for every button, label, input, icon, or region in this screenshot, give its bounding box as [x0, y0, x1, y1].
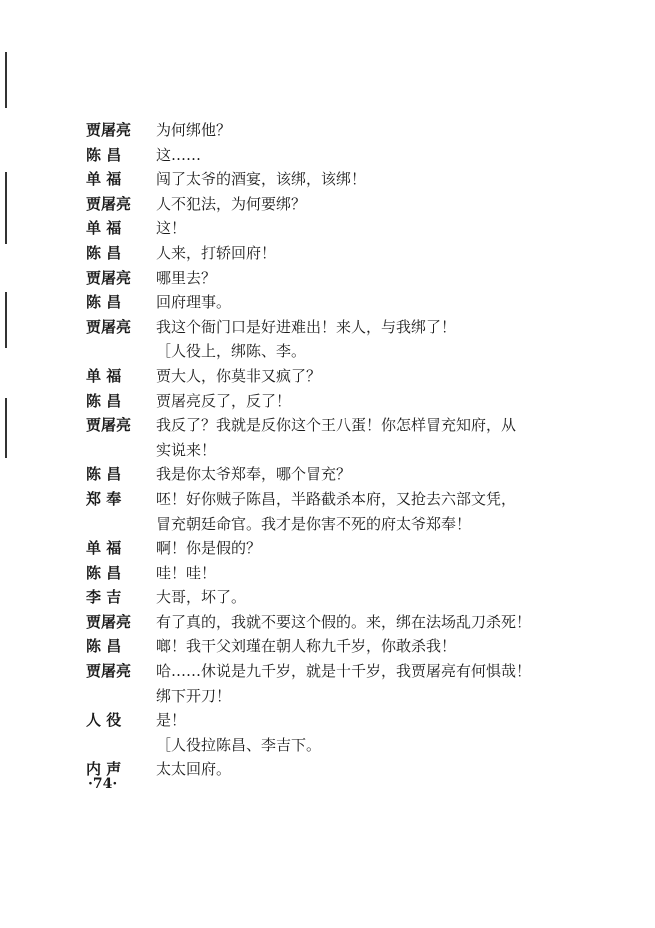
text-line: 闯了太爷的酒宴，该绑，该绑！	[156, 170, 367, 189]
text-line: ［人役上，绑陈、李。	[156, 342, 307, 361]
dialogue-text	[156, 462, 626, 487]
script-dialogue	[86, 118, 626, 782]
dialogue-row	[86, 413, 626, 462]
stage-direction-text	[156, 339, 626, 364]
text-line: 这……	[156, 145, 202, 164]
text-line: ［人役拉陈昌、李吉下。	[156, 735, 322, 754]
speaker-name: 单 福	[86, 366, 122, 385]
dialogue-text	[156, 118, 626, 143]
text-line: 冒充朝廷命官。我才是你害不死的府太爷郑奉！	[156, 514, 472, 533]
dialogue-row	[86, 561, 626, 586]
dialogue-row	[86, 536, 626, 561]
dialogue-row	[86, 708, 626, 733]
dialogue-row	[86, 610, 626, 635]
text-line: 我这个衙门口是好进难出！来人，与我绑了！	[156, 317, 457, 336]
dialogue-text	[156, 266, 626, 291]
speaker-name: 贾屠亮	[86, 121, 132, 139]
dialogue-text	[156, 192, 626, 217]
speaker-name: 单 福	[86, 539, 122, 558]
dialogue-text	[156, 634, 626, 659]
speaker-name: 李 吉	[86, 588, 122, 607]
dialogue-text	[156, 610, 626, 635]
dialogue-row	[86, 290, 626, 315]
dialogue-text	[156, 708, 626, 733]
dialogue-row	[86, 462, 626, 487]
dialogue-row	[86, 167, 626, 192]
dialogue-row	[86, 118, 626, 143]
dialogue-row	[86, 659, 626, 708]
speaker-name: 贾屠亮	[86, 317, 132, 336]
scan-edge-mark	[5, 172, 7, 244]
speaker-name: 单 福	[86, 219, 122, 238]
text-line: 贾大人，你莫非又疯了？	[156, 366, 322, 385]
text-line: 为何绑他？	[156, 121, 232, 139]
dialogue-row	[86, 389, 626, 414]
text-line: 哪里去？	[156, 268, 217, 287]
text-line: 人来，打轿回府！	[156, 243, 277, 262]
dialogue-text	[156, 216, 626, 241]
dialogue-row	[86, 757, 626, 782]
scan-edge-mark	[5, 292, 7, 348]
stage-direction-text	[156, 733, 626, 758]
dialogue-row	[86, 487, 626, 536]
dialogue-text	[156, 389, 626, 414]
scan-edge-mark	[5, 52, 7, 108]
dialogue-text	[156, 561, 626, 586]
speaker-name: 郑 奉	[86, 489, 122, 508]
speaker-name: 人 役	[86, 711, 122, 730]
text-line: 大哥，坏了。	[156, 588, 247, 607]
dialogue-text	[156, 413, 626, 462]
speaker-name: 贾屠亮	[86, 194, 132, 213]
speaker-name: 陈 昌	[86, 145, 122, 164]
dialogue-text	[156, 536, 626, 561]
text-line: 这！	[156, 219, 187, 238]
speaker-name: 陈 昌	[86, 243, 122, 262]
dialogue-text	[156, 659, 626, 708]
dialogue-row	[86, 216, 626, 241]
text-line: 太太回府。	[156, 760, 232, 779]
speaker-name: 内 声	[86, 760, 122, 779]
text-line: 我反了？我就是反你这个王八蛋！你怎样冒充知府，从	[156, 416, 517, 435]
text-line: 贾屠亮反了，反了！	[156, 391, 292, 410]
text-line: 回府理事。	[156, 293, 232, 312]
scan-edge-mark	[5, 398, 7, 458]
dialogue-text	[156, 364, 626, 389]
dialogue-row	[86, 192, 626, 217]
dialogue-text	[156, 315, 626, 340]
speaker-name: 贾屠亮	[86, 268, 132, 287]
text-line: 啷！我干父刘瑾在朝人称九千岁，你敢杀我！	[156, 637, 457, 656]
dialogue-row	[86, 315, 626, 340]
text-line: 是！	[156, 711, 187, 730]
text-line: 有了真的，我就不要这个假的。来，绑在法场乱刀杀死！	[156, 612, 532, 631]
text-line: 啊！你是假的？	[156, 539, 262, 558]
speaker-name: 贾屠亮	[86, 612, 132, 631]
page-number: ·74·	[88, 776, 118, 792]
dialogue-text	[156, 241, 626, 266]
dialogue-row	[86, 266, 626, 291]
dialogue-text	[156, 290, 626, 315]
text-line: 我是你太爷郑奉，哪个冒充？	[156, 465, 352, 484]
text-line: 哇！哇！	[156, 563, 217, 582]
speaker-name: 陈 昌	[86, 391, 122, 410]
text-line: 实说来！	[156, 440, 217, 459]
speaker-name: 贾屠亮	[86, 416, 132, 435]
text-line: 呸！好你贼子陈昌，半路截杀本府，又抢去六部文凭，	[156, 489, 517, 508]
speaker-name: 陈 昌	[86, 465, 122, 484]
speaker-name: 陈 昌	[86, 293, 122, 312]
dialogue-text	[156, 757, 626, 782]
stage-direction-row	[86, 339, 626, 364]
speaker-name: 陈 昌	[86, 563, 122, 582]
dialogue-text	[156, 585, 626, 610]
dialogue-row	[86, 143, 626, 168]
dialogue-text	[156, 487, 626, 536]
dialogue-text	[156, 143, 626, 168]
speaker-name: 贾屠亮	[86, 662, 132, 681]
stage-direction-row	[86, 733, 626, 758]
speaker-name: 单 福	[86, 170, 122, 189]
text-line: 哈……休说是九千岁，就是十千岁，我贾屠亮有何惧哉！	[156, 662, 532, 681]
text-line: 绑下开刀！	[156, 686, 232, 705]
text-line: 人不犯法，为何要绑？	[156, 194, 307, 213]
dialogue-text	[156, 167, 626, 192]
speaker-name: 陈 昌	[86, 637, 122, 656]
dialogue-row	[86, 585, 626, 610]
dialogue-row	[86, 364, 626, 389]
dialogue-row	[86, 241, 626, 266]
dialogue-row	[86, 634, 626, 659]
